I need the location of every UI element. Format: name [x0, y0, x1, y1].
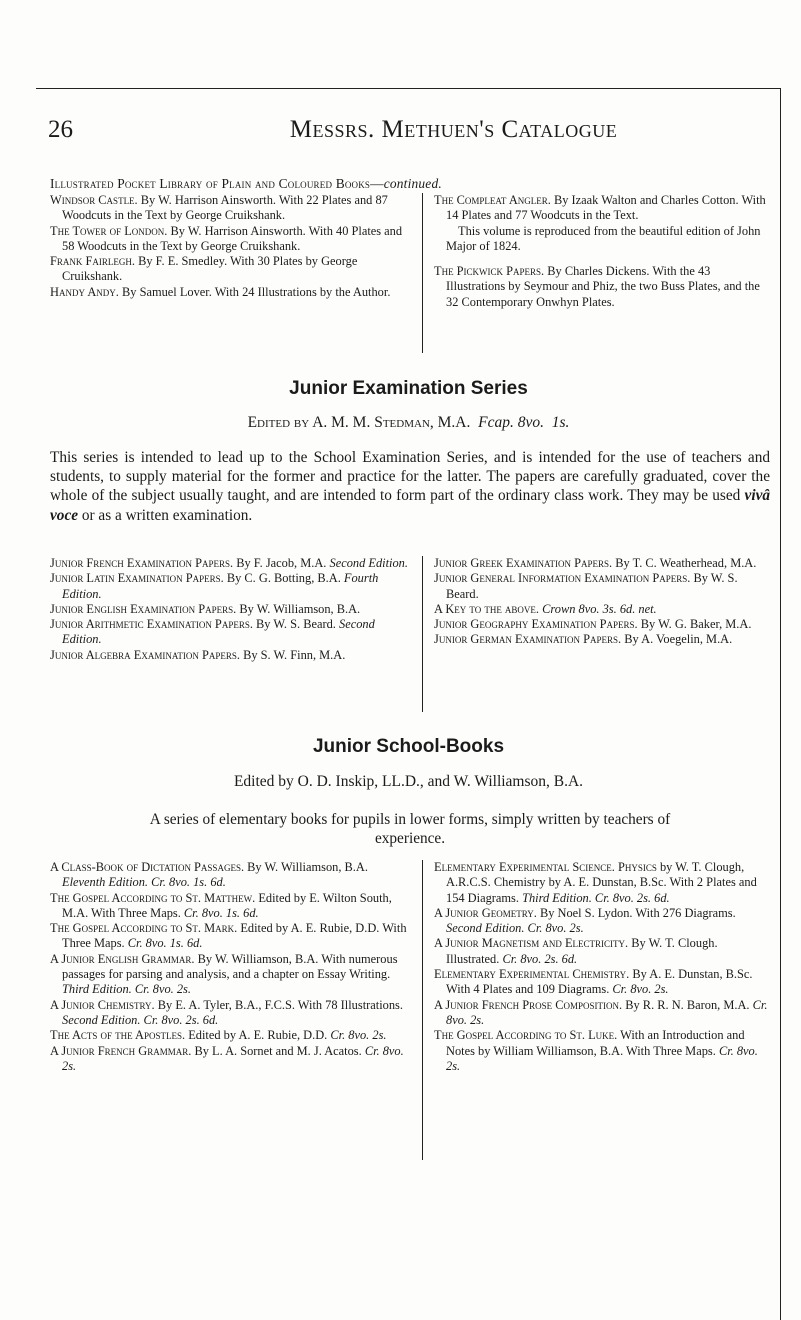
book-entry: A Junior French Grammar. By L. A. Sornet and M. J. Acatos. Cr. 8vo. 2s. [50, 1043, 404, 1073]
book-entry: Junior German Examination Papers. By A. Voegelin, M.A. [434, 632, 733, 647]
book-entry: A Junior French Prose Composition. By R. R. N. Baron, M.A. Cr. 8vo. 2s. [434, 997, 768, 1027]
continued-title-suffix: continued. [383, 176, 442, 191]
book-entry: Junior Greek Examination Papers. By T. C. Weatherhead, M.A. [434, 556, 757, 570]
book-entry: Junior Algebra Examination Papers. By S. W. Finn, M.A. [50, 647, 346, 662]
book-entry: The Gospel According to St. Mark. Edited by A. E. Rubie, D.D. With Three Maps. Cr. 8vo. 1s. 6d. [50, 921, 407, 951]
book-entry: The Pickwick Papers. By Charles Dickens. With the 43 Illustrations by Seymour and Phiz, the two Buss Plates, and the 32 Contemporary Onwhyn Plates. [434, 264, 760, 309]
junior-school-left-column [50, 860, 412, 1074]
book-entry: A Junior English Grammar. By W. Williamson, B.A. With numerous passages for parsing and analysis, and a chapter on Essay Writing. Third Edition. Cr. 8vo. 2s. [50, 951, 398, 997]
section-title-junior-school-books: Junior School-Books [312, 736, 505, 757]
book-entry: The Gospel According to St. Matthew. Edited by E. Wilton South, M.A. With Three Maps. Cr. 8vo. 1s. 6d. [50, 890, 392, 920]
column-divider [422, 860, 423, 1160]
book-entry: The Tower of London. By W. Harrison Ainsworth. With 40 Plates and 58 Woodcuts in the Text by George Cruikshank. [50, 223, 403, 253]
book-entry: The Compleat Angler. By Izaak Walton and Charles Cotton. With 14 Plates and 77 Woodcuts in the Text. [434, 193, 766, 223]
column-divider [422, 556, 423, 712]
book-entry: The Acts of the Apostles. Edited by A. E. Rubie, D.D. Cr. 8vo. 2s. [50, 1028, 387, 1043]
junior-school-intro: A series of elementary books for pupils in lower forms, simply written by teachers of experience. [149, 811, 671, 848]
book-entry: The Gospel According to St. Luke. With an Introduction and Notes by William Williamson, B.A. With Three Maps. Cr. 8vo. 2s. [434, 1028, 758, 1073]
book-entry: Junior English Examination Papers. By W. Williamson, B.A. [50, 601, 361, 616]
pocket-library-left-column [50, 193, 412, 300]
junior-exam-editor: Edited by A. M. M. Stedman, M.A. Fcap. 8vo. 1s. [247, 414, 570, 431]
book-note: This volume is reproduced from the beautiful edition of John Major of 1824. [446, 223, 761, 253]
book-entry: Elementary Experimental Chemistry. By A. E. Dunstan, B.Sc. With 4 Plates and 109 Diagrams. Cr. 8vo. 2s. [434, 967, 753, 997]
book-entry: A Junior Magnetism and Electricity. By W. T. Clough. Illustrated. Cr. 8vo. 2s. 6d. [434, 936, 718, 966]
junior-school-editor: Edited by O. D. Inskip, LL.D., and W. Williamson, B.A. [233, 773, 584, 790]
continued-title-text: Illustrated Pocket Library of Plain and Coloured Books— [50, 176, 384, 191]
pocket-library-right-column [434, 193, 770, 310]
page-header [36, 116, 781, 152]
junior-exam-left-column [50, 556, 412, 663]
junior-exam-intro: This series is intended to lead up to the School Examination Series, and is intended for the use of teachers and students, to supply material for the former and practice for the latter. The papers are carefully graduated, cover the whole of the subject usually taught, and are intended to form part of the ordinary class work. They may be used vivâ voce or as a written examination. [50, 449, 771, 524]
junior-school-right-column [434, 860, 770, 1074]
book-entry: Windsor Castle. By W. Harrison Ainsworth. With 22 Plates and 87 Woodcuts in the Text by George Cruikshank. [50, 193, 388, 223]
running-head: Messrs. Methuen's Catalogue [289, 116, 618, 143]
column-divider [422, 193, 423, 353]
top-rule [36, 88, 781, 89]
book-entry: A Class-Book of Dictation Passages. By W. Williamson, B.A. Eleventh Edition. Cr. 8vo. 1s. 6d. [50, 860, 368, 890]
book-entry: Junior Geography Examination Papers. By W. G. Baker, M.A. [434, 617, 752, 632]
junior-exam-right-column [434, 556, 770, 648]
book-entry: A Junior Chemistry. By E. A. Tyler, B.A., F.C.S. With 78 Illustrations. Second Edition. Cr. 8vo. 2s. 6d. [50, 997, 403, 1027]
book-entry: A Junior Geometry. By Noel S. Lydon. With 276 Diagrams. Second Edition. Cr. 8vo. 2s. [434, 905, 736, 936]
book-entry: A Key to the above. Crown 8vo. 3s. 6d. net. [434, 601, 657, 616]
section-title-junior-examination: Junior Examination Series [289, 378, 528, 399]
right-rule [780, 88, 781, 1320]
book-entry: Junior French Examination Papers. By F. Jacob, M.A. Second Edition. [50, 556, 408, 570]
book-entry: Elementary Experimental Science. Physics by W. T. Clough, A.R.C.S. Chemistry by A. E. Dunstan, B.Sc. With 2 Plates and 154 Diagrams. Third Edition. Cr. 8vo. 2s. 6d. [434, 860, 757, 905]
book-entry: Junior Arithmetic Examination Papers. By W. S. Beard. Second Edition. [50, 617, 375, 647]
book-entry: Frank Fairlegh. By F. E. Smedley. With 30 Plates by George Cruikshank. [50, 254, 358, 284]
book-entry: Junior Latin Examination Papers. By C. G. Botting, B.A. Fourth Edition. [50, 571, 379, 601]
page-number: 26 [48, 116, 73, 143]
continued-section-title [50, 176, 770, 192]
book-entry: Handy Andy. By Samuel Lover. With 24 Illustrations by the Author. [50, 284, 391, 299]
book-entry: Junior General Information Examination Papers. By W. S. Beard. [434, 571, 738, 601]
